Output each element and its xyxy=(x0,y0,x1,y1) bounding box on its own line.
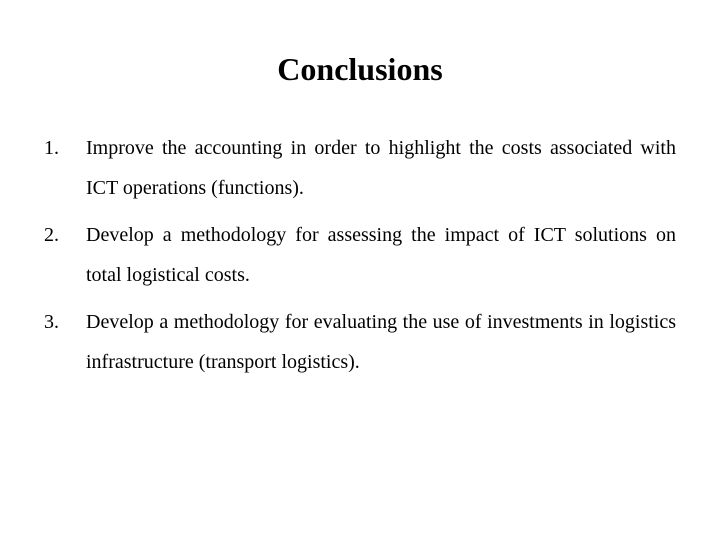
list-item-number: 1. xyxy=(44,137,59,159)
list-item-number: 3. xyxy=(44,311,59,333)
list-item xyxy=(44,128,676,208)
list-item-text: Improve the accounting in order to highlight the costs associated with ICT operations (functions). xyxy=(86,137,676,199)
conclusions-list xyxy=(44,128,676,389)
list-item-number: 2. xyxy=(44,224,59,246)
list-item-text: Develop a methodology for evaluating the use of investments in logistics infrastructure (transport logistics). xyxy=(86,311,676,373)
list-item xyxy=(44,215,676,295)
slide-title: Conclusions xyxy=(277,51,443,87)
list-item-text: Develop a methodology for assessing the impact of ICT solutions on total logistical costs. xyxy=(86,224,676,286)
list-item xyxy=(44,302,676,382)
